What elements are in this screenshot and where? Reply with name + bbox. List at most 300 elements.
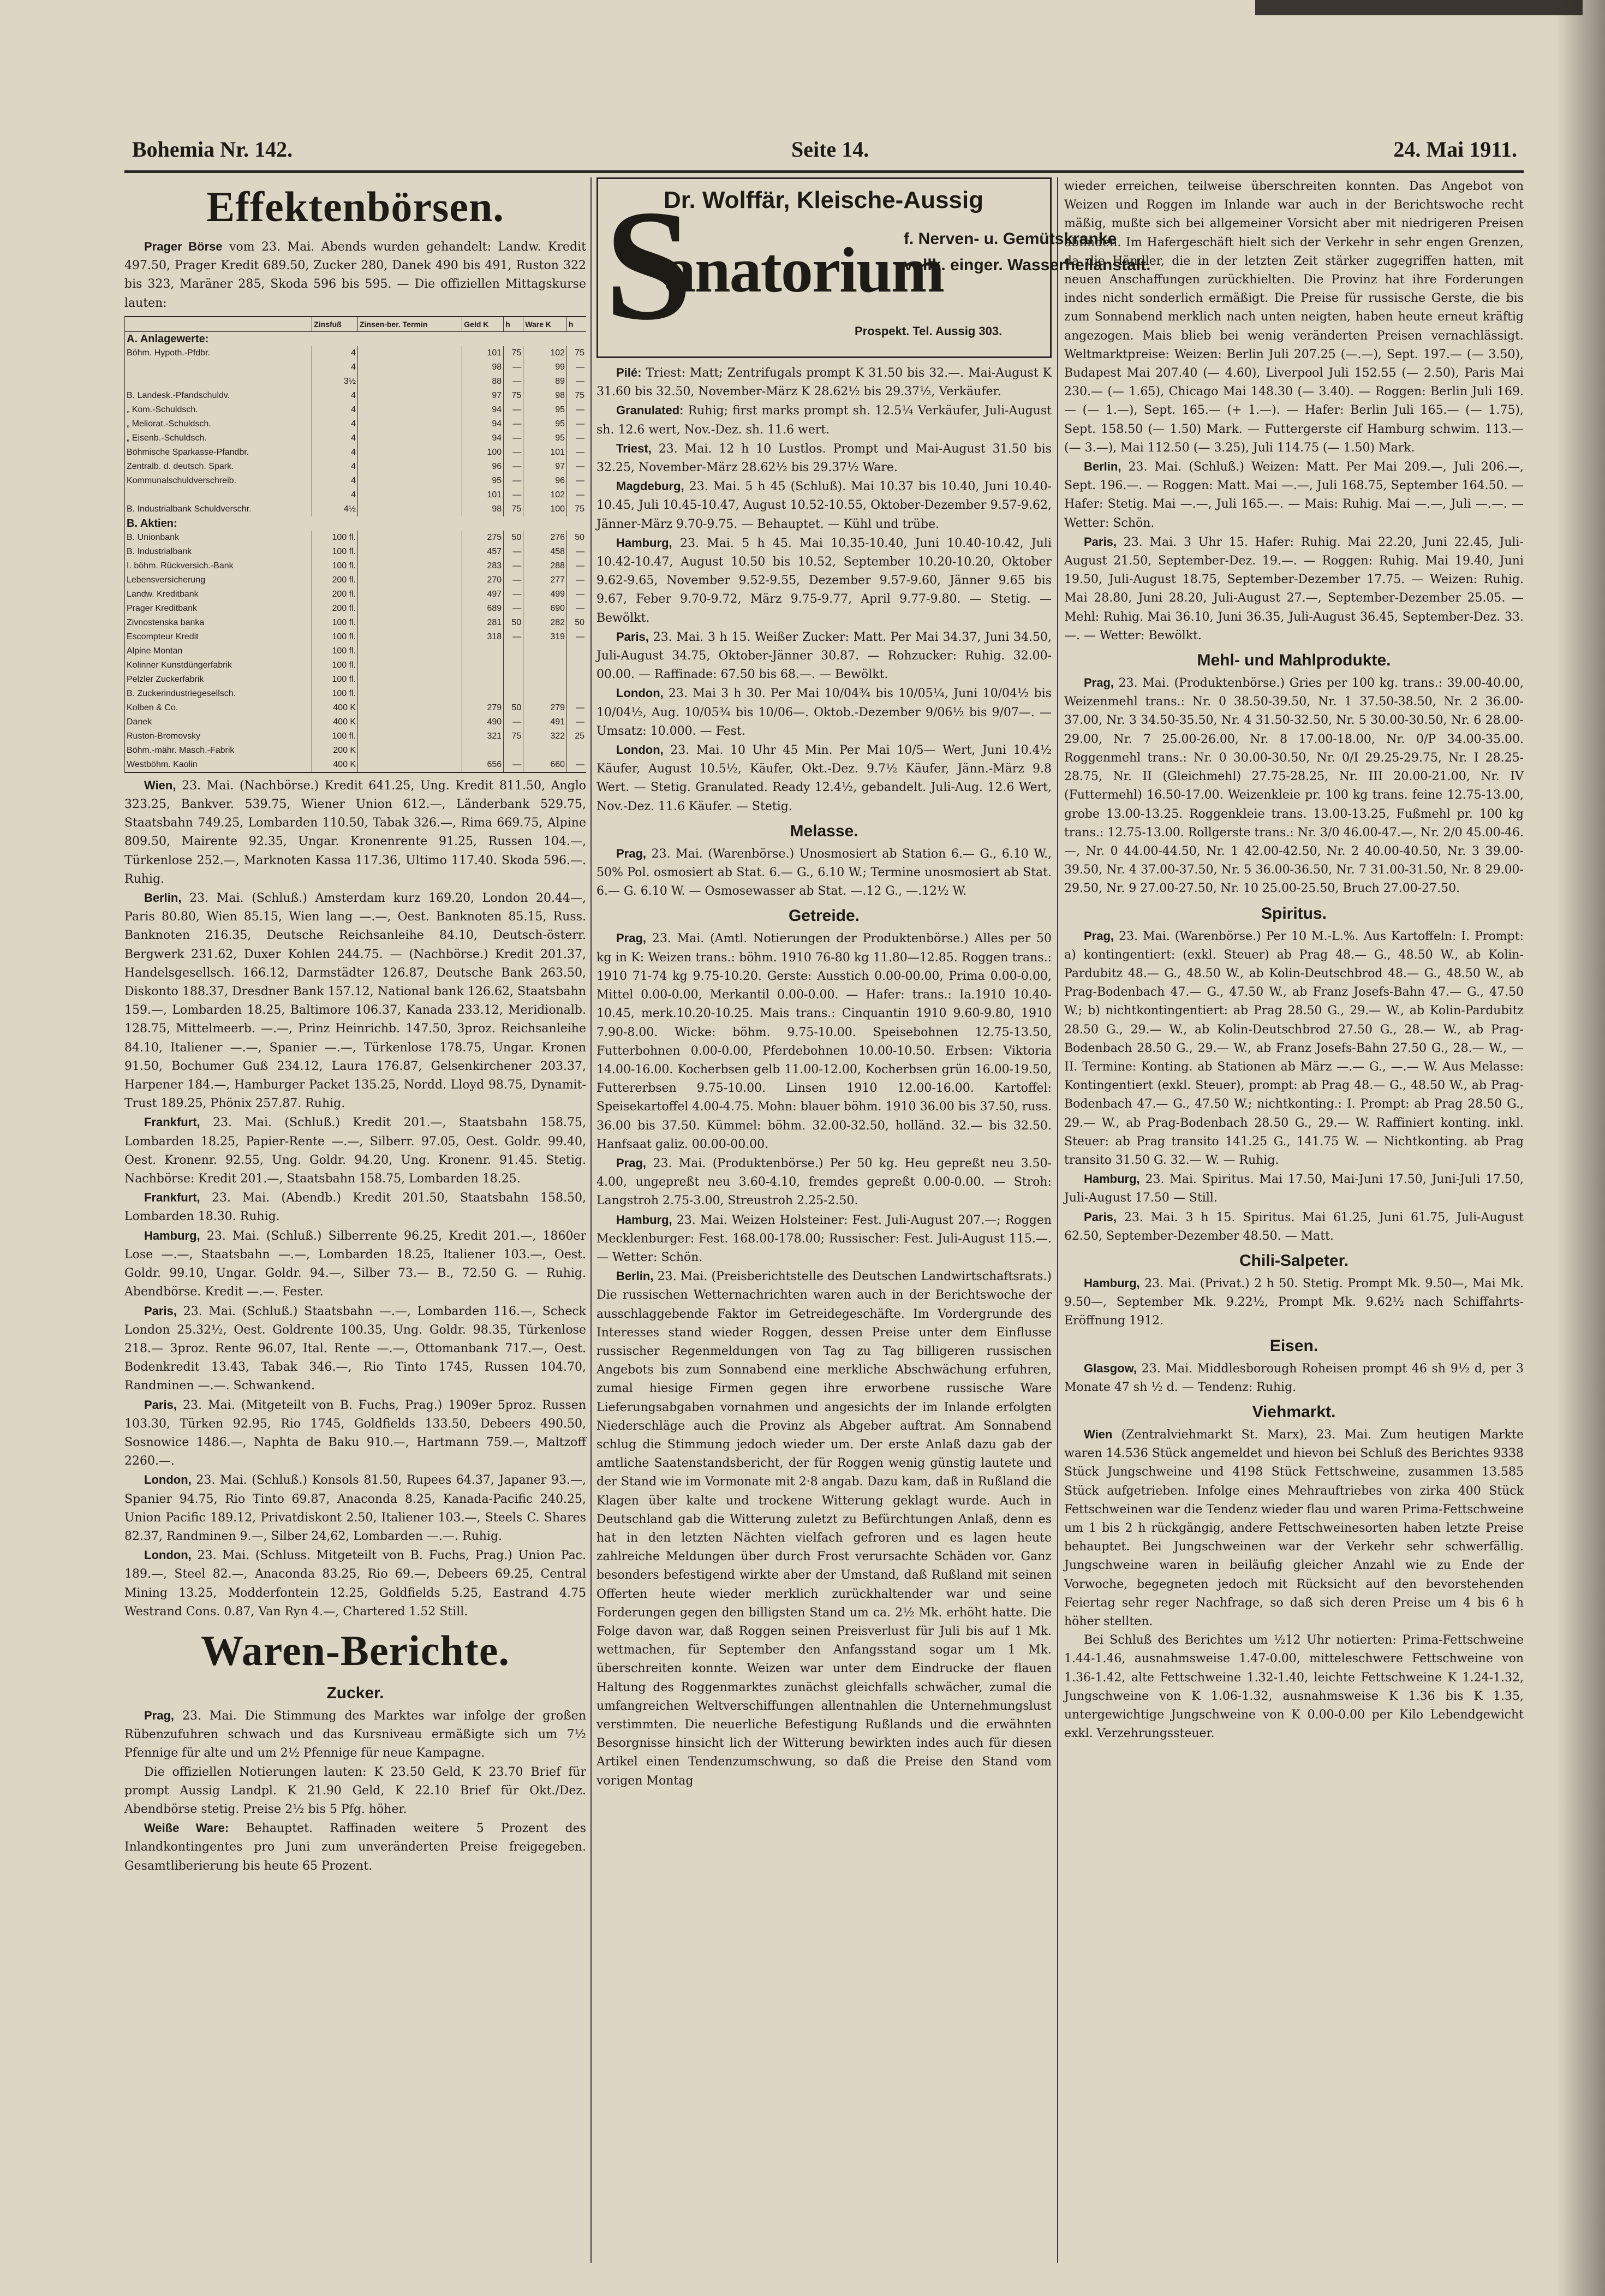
table-cell: 457 bbox=[462, 545, 504, 559]
table-cell: 102 bbox=[523, 346, 567, 360]
paragraph-lead: Berlin, bbox=[144, 891, 182, 905]
table-header-cell bbox=[125, 317, 312, 332]
table-cell: — bbox=[504, 445, 523, 460]
table-cell: 656 bbox=[462, 758, 504, 772]
paragraph-text: (Zentralviehmarkt St. Marx), 23. Mai. Zum heutigen Markte waren 14.536 Stück angemeldet und hievon bei Schluß des Berichtes 9338 Stück Jungschweine und 4198 Stück Fettschweine, zusammen 13.585 Stück aufgetrieben. Infolge eines Mehrauftriebes von zirka 400 Stück Fettschweinen war die Tendenz wieder flau und waren Prima-Fettschweine um 1 bis 2 h rückgängig, andere Fettschweinesorten haben letzte Preise behauptet. Bei Jungschweinen war der Verkehr sehr schwerfällig. Jungschweine waren in beiläufig gleicher Anzahl wie zu Ende der Vorwoche, begegneten jedoch mit Rücksicht auf den bevorstehenden Feiertag sehr reger Nachfrage, so daß sich deren Preise um 4 bis 6 h höher stellten. bbox=[1064, 1427, 1524, 1629]
paragraph-lead: Prag, bbox=[144, 1708, 175, 1722]
article-paragraph bbox=[596, 1154, 1052, 1211]
table-cell: 95 bbox=[523, 431, 567, 445]
article-paragraph bbox=[596, 929, 1052, 1153]
table-cell: 101 bbox=[462, 346, 504, 360]
article-paragraph bbox=[596, 534, 1052, 628]
paragraph-lead: Weiße Ware: bbox=[144, 1821, 229, 1835]
paragraph-lead: Granulated: bbox=[616, 403, 684, 418]
table-cell: — bbox=[504, 573, 523, 587]
table-cell: — bbox=[504, 488, 523, 502]
table-cell bbox=[358, 573, 462, 587]
table-cell: Escompteur Kredit bbox=[125, 630, 312, 644]
header-issue: Bohemia Nr. 142. bbox=[132, 137, 293, 162]
table-cell: 50 bbox=[567, 616, 586, 630]
table-cell: Prager Kreditbank bbox=[125, 602, 312, 616]
table-cell: Böhm.-mähr. Masch.-Fabrik bbox=[125, 743, 312, 758]
paragraph-lead: Prag, bbox=[616, 931, 647, 945]
table-cell bbox=[358, 417, 462, 431]
article-paragraph bbox=[596, 477, 1052, 534]
ad-main-word: anatorium bbox=[664, 234, 944, 306]
table-cell: B. Unionbank bbox=[125, 531, 312, 545]
table-cell: 660 bbox=[523, 758, 567, 772]
subheading-mehl: Mehl- und Mahlprodukte. bbox=[1197, 651, 1391, 670]
table-row bbox=[125, 587, 587, 602]
table-cell: — bbox=[567, 630, 586, 644]
table-cell bbox=[358, 701, 462, 715]
paragraph-text: 23. Mai. 3 Uhr 15. Hafer: Ruhig. Mai 22.20, Juni 22.45, Juli-August 21.50, September-Dez. 19.—. — Roggen: Ruhig. Mai 19.40, Juni 19.50, Juli-August 18.75, September-Dezember 17.75. — Weizen: Ruhig. Mai 28.80, Juni 28.20, Juli-August 27.—, September-Dezember 25.05. — Mehl: Ruhig. Mai 36.10, Juni 36.35, Juli-August 36.45, September-Dez. 33.—. — Wetter: Bewölkt. bbox=[1064, 535, 1524, 643]
table-cell: 75 bbox=[504, 389, 523, 403]
paragraph-lead: Berlin, bbox=[1084, 460, 1121, 474]
header-date: 24. Mai 1911. bbox=[1393, 137, 1517, 162]
article-paragraph bbox=[124, 1396, 586, 1471]
table-cell bbox=[125, 374, 312, 389]
table-cell: 95 bbox=[462, 474, 504, 488]
table-cell: Zivnostenska banka bbox=[125, 616, 312, 630]
paragraph-text: 23. Mai. (Schluß.) Weizen: Matt. Per Mai 209.—, Juli 206.—, Sept. 196.—. — Roggen: Matt. Mai —.—, Juli 168.75, September 164.50. — Hafer: Stetig. Mai —.—, Juli 165.—. — Mais: Ruhig. Mai —.—, Juli —.—. — Wetter: Schön. bbox=[1064, 460, 1524, 530]
table-cell: 4 bbox=[312, 360, 358, 374]
binding-shadow bbox=[1556, 0, 1605, 2296]
paragraph-lead: Hamburg, bbox=[1084, 1172, 1140, 1186]
ad-initial: S bbox=[605, 177, 693, 353]
table-cell: 283 bbox=[462, 559, 504, 573]
table-cell: 50 bbox=[504, 701, 523, 715]
table-cell: 50 bbox=[504, 616, 523, 630]
table-cell bbox=[504, 743, 523, 758]
table-cell bbox=[567, 658, 586, 673]
table-cell bbox=[358, 403, 462, 417]
article-paragraph bbox=[1064, 1359, 1524, 1397]
table-cell: — bbox=[567, 445, 586, 460]
table-row bbox=[125, 729, 587, 743]
table-cell: 100 bbox=[523, 502, 567, 516]
table-cell bbox=[358, 374, 462, 389]
article-paragraph bbox=[1064, 457, 1524, 533]
article-paragraph bbox=[596, 439, 1052, 477]
table-cell: Zentralb. d. deutsch. Spark. bbox=[125, 460, 312, 474]
table-row bbox=[125, 687, 587, 701]
article-paragraph bbox=[1064, 1425, 1524, 1631]
table-cell: 102 bbox=[523, 488, 567, 502]
price-table bbox=[124, 316, 586, 773]
paragraph-lead: London, bbox=[144, 1473, 192, 1487]
paragraph-lead: Paris, bbox=[1084, 534, 1117, 549]
table-row bbox=[125, 658, 587, 673]
table-row bbox=[125, 630, 587, 644]
article-paragraph bbox=[1064, 1274, 1524, 1331]
paragraph-lead: Paris, bbox=[616, 629, 649, 644]
paragraph-text: 23. Mai 3 h 30. Per Mai 10/04¾ bis 10/05¼, Juni 10/04½ bis 10/04½, Aug. 10/05¾ bis 10/06—. Oktob.-Dezember 9/06½ bis 9/07—. — Umsatz: 10.000. — Fest. bbox=[596, 687, 1052, 738]
table-cell: — bbox=[567, 360, 586, 374]
subheading-melasse: Melasse. bbox=[790, 822, 858, 840]
table-cell: 400 K bbox=[312, 701, 358, 715]
table-cell bbox=[358, 545, 462, 559]
table-cell: Kommunalschuldverschreib. bbox=[125, 474, 312, 488]
paragraph-text: Bei Schluß des Berichtes um ½12 Uhr notierten: Prima-Fettschweine 1.44-1.46, ausnahmsweise 1.47-0.00, mitteleschwere Fettschweine von 1.36-1.42, alte Fettschweine 1.32-1.40, leichte Fettschweine K 1.24-1.32, Jungschweine von K 1.06-1.32, ausnahmsweise K 1.36 bis K 1.35, untergewichtige Jungschweine von K 0.00-0.00 per Kilo Lebendgewicht exkl. Verzehrungssteuer. bbox=[1064, 1633, 1524, 1741]
table-cell: — bbox=[504, 559, 523, 573]
table-cell bbox=[358, 431, 462, 445]
paragraph-text: 23. Mai. Weizen Holsteiner: Fest. Juli-August 207.—; Roggen Mecklenburger: Fest. 168.00-178.00; Russischer: Fest. Juli-August 115.—. — Wetter: Schön. bbox=[596, 1213, 1052, 1264]
table-cell bbox=[358, 644, 462, 658]
paragraph-text: 23. Mai. (Schluß.) Konsols 81.50, Rupees 64.37, Japaner 93.—, Spanier 94.75, Rio Tinto 69.87, Anaconda 8.25, Kanada-Pacific 240.25, Union Pacific 189.12, Privatdiskont 2.50, Italiener 103.—, Steels C. Shares 82.37, Randminen 9.—, Silber 24,62, Lombarden —.—. Ruhig. bbox=[124, 1473, 587, 1543]
table-cell bbox=[567, 743, 586, 758]
table-cell: B. Industrialbank bbox=[125, 545, 312, 559]
table-cell: 100 fl. bbox=[312, 658, 358, 673]
paragraph-lead: Prag, bbox=[616, 846, 647, 860]
table-cell bbox=[358, 488, 462, 502]
table-cell: 50 bbox=[567, 531, 586, 545]
subheading-eisen: Eisen. bbox=[1269, 1336, 1318, 1355]
table-row bbox=[125, 445, 587, 460]
paragraph-text: 23. Mai. (Amtl. Notierungen der Produktenbörse.) Alles per 50 kg in K: Weizen trans.: böhm. 1910 76-80 kg 11.80—12.85. Roggen trans.: 1910 71-74 kg 9.75-10.20. Gerste: Ausstich 0.00-00.00, Prima 0.00-0.00, Mittel 0.00-0.00, Merkantil 0.00-0.00. — Hafer: trans.: Ia.1910 10.40-10.45, merk.10.20-10.25. Mais trans.: Cinquantin 1910 9.60-9.80, 1910 7.90-8.00. Wicke: böhm. 9.75-10.00. Speisebohnen 12.75-13.50, Futterbohnen 0.00-0.00, Pferdebohnen 10.00-10.50. Erbsen: Viktoria 14.00-16.00. Kocherbsen gelb 11.00-12.00, Kocherbsen grün 16.00-19.50, Futtererbsen 9.75-10.00. Linsen 1910 12.00-16.00. Kartoffel: Speisekartoffel 4.00-4.75. Mohn: blauer böhm. 1910 36.00 bis 37.50, russ. 36.00 bis 37.50. Kümmel: böhm. 32.00-32.50, holländ. 32.— bis 32.50. Hanfsaat galiz. 00.00-00.00. bbox=[596, 932, 1052, 1151]
paragraph-text: 23. Mai. 3 h 15. Weißer Zucker: Matt. Per Mai 34.37, Juni 34.50, Juli-August 34.75, Oktober-Jänner 30.87. — Rohzucker: Ruhig. 32.00-00.00. — Raffinade: 67.50 bis 68.—. — Bewölkt. bbox=[596, 630, 1052, 682]
paragraph-text: 23. Mai. 10 Uhr 45 Min. Per Mai 10/5— Wert, Juni 10.4½ Käufer, August 10.5½, Käufer, Okt.-Dez. 9.7½ Käufer, Jänn.-März 9.8 Wert. — Stetig. Granulated. Ready 12.4½, gebandelt. Juli-Aug. 12.6 Wert, Nov.-Dez. 11.6 Käufer. — Stetig. bbox=[596, 743, 1052, 813]
column-divider bbox=[1057, 177, 1058, 2263]
table-header-cell: h bbox=[567, 317, 586, 332]
table-row bbox=[125, 403, 587, 417]
table-cell: 97 bbox=[462, 389, 504, 403]
section-heading-waren: Waren-Berichte. bbox=[201, 1626, 510, 1674]
article-paragraph bbox=[596, 741, 1052, 816]
table-cell: B. Industrialbank Schuldverschr. bbox=[125, 502, 312, 516]
paragraph-text: Die offiziellen Notierungen lauten: K 23.50 Geld, K 23.70 Brief für prompt Aussig Landpl. K 21.90 Geld, K 22.10 Brief für Okt./Dez. Abendbörse stetig. Preise 2½ bis 5 Pfg. höher. bbox=[124, 1765, 586, 1816]
article-paragraph bbox=[124, 1188, 586, 1226]
paragraph-lead: Hamburg, bbox=[144, 1228, 200, 1242]
table-cell: — bbox=[504, 374, 523, 389]
table-cell: 322 bbox=[523, 729, 567, 743]
subheading-spiritus: Spiritus. bbox=[1261, 904, 1327, 923]
paragraph-text: 23. Mai. (Produktenbörse.) Per 50 kg. Heu gepreßt neu 3.50-4.00, ungepreßt neu 3.60-4.10, fremdes gepreßt 0.00-0.00. — Stroh: Langstroh 2.75-3.00, Streustroh 2.25-2.50. bbox=[596, 1156, 1052, 1208]
table-cell: 100 fl. bbox=[312, 644, 358, 658]
article-paragraph bbox=[124, 776, 586, 889]
table-cell: 200 fl. bbox=[312, 602, 358, 616]
table-cell bbox=[523, 658, 567, 673]
paragraph-lead: Paris, bbox=[1084, 1210, 1117, 1224]
table-row bbox=[125, 502, 587, 516]
table-cell bbox=[504, 658, 523, 673]
paragraph-text: 23. Mai. (Nachbörse.) Kredit 641.25, Ung. Kredit 811.50, Anglo 323.25, Bankver. 539.75, Wiener Union 612.—, Länderbank 529.75, Staatsbahn 749.25, Lombarden 110.50, Tabak 326.—, Rima 669.75, Alpine 809.50, Mairente 92.35, Ungar. Kronenrente 91.25, Russen 104.—, Türkenlose 252.—, Marknoten Kassa 117.36, Ultimo 117.40. Skoda 596.—. Ruhig. bbox=[124, 778, 586, 886]
paragraph-text: 23. Mai. (Abendb.) Kredit 201.50, Staatsbahn 158.50, Lombarden 18.30. Ruhig. bbox=[124, 1191, 586, 1224]
table-row bbox=[125, 758, 587, 772]
table-cell: 689 bbox=[462, 602, 504, 616]
article-paragraph bbox=[1064, 927, 1524, 1170]
article-paragraph bbox=[1064, 674, 1524, 898]
table-cell: 319 bbox=[523, 630, 567, 644]
table-cell: 50 bbox=[504, 531, 523, 545]
table-cell bbox=[523, 644, 567, 658]
table-row bbox=[125, 531, 587, 545]
table-cell: 400 K bbox=[312, 758, 358, 772]
paragraph-lead: Frankfurt, bbox=[144, 1191, 200, 1205]
table-cell: 89 bbox=[523, 374, 567, 389]
table-cell bbox=[358, 758, 462, 772]
table-cell bbox=[358, 460, 462, 474]
paragraph-text: 23. Mai. 12 h 10 Lustlos. Prompt und Mai-August 31.50 bis 32.25, November-März 28.62½ bis 29.37½ Ware. bbox=[596, 442, 1052, 475]
table-cell bbox=[125, 488, 312, 502]
table-cell: — bbox=[567, 488, 586, 502]
table-header-cell: Geld K bbox=[462, 317, 504, 332]
table-cell: 100 fl. bbox=[312, 687, 358, 701]
paragraph-lead: London, bbox=[616, 743, 664, 757]
table-cell: — bbox=[567, 587, 586, 602]
table-row bbox=[125, 559, 587, 573]
paragraph-text: 23. Mai. 5 h 45. Mai 10.35-10.40, Juni 10.40-10.42, Juli 10.42-10.47, August 10.50 bis 10.52, September 10.20-10.20, Oktober 9.62-9.65, November 9.52-9.55, Dezember 9.57-9.60, Jänner 9.65 bis 9.67, Feber 9.70-9.72, März 9.75-9.77, April 9.77-9.80. — Stetig. — Bewölkt. bbox=[596, 536, 1052, 625]
table-cell: 282 bbox=[523, 616, 567, 630]
paragraph-lead: Prag, bbox=[1084, 676, 1114, 690]
table-cell: — bbox=[504, 758, 523, 772]
article-paragraph bbox=[124, 889, 586, 1113]
table-cell: — bbox=[504, 474, 523, 488]
article-paragraph bbox=[124, 237, 586, 313]
table-cell: 4½ bbox=[312, 502, 358, 516]
table-cell: — bbox=[504, 431, 523, 445]
table-row bbox=[125, 360, 587, 374]
table-cell: 100 fl. bbox=[312, 630, 358, 644]
paragraph-lead: Paris, bbox=[144, 1397, 177, 1412]
article-paragraph bbox=[124, 1471, 586, 1546]
table-cell: — bbox=[504, 360, 523, 374]
article-paragraph bbox=[124, 1227, 586, 1302]
table-cell bbox=[358, 658, 462, 673]
table-header-cell: Ware K bbox=[523, 317, 567, 332]
table-cell: — bbox=[567, 431, 586, 445]
table-row bbox=[125, 602, 587, 616]
table-cell: 4 bbox=[312, 431, 358, 445]
table-cell: 458 bbox=[523, 545, 567, 559]
paragraph-lead: Hamburg, bbox=[616, 1212, 672, 1227]
paragraph-lead: Hamburg, bbox=[1084, 1276, 1140, 1290]
table-cell: 279 bbox=[462, 701, 504, 715]
table-cell: — bbox=[504, 545, 523, 559]
table-cell: 75 bbox=[567, 502, 586, 516]
paragraph-lead: Magdeburg, bbox=[616, 479, 684, 493]
table-cell: — bbox=[567, 417, 586, 431]
page-header bbox=[126, 136, 1523, 169]
table-cell: 95 bbox=[523, 417, 567, 431]
paragraph-text: Behauptet. Raffinaden weitere 5 Prozent des Inlandkontingentes pro Juni zum unveränderten Preise freigegeben. Gesamtliberierung bis heute 65 Prozent. bbox=[124, 1822, 586, 1873]
table-cell: I. böhm. Rückversich.-Bank bbox=[125, 559, 312, 573]
table-cell: 4 bbox=[312, 474, 358, 488]
table-cell: — bbox=[504, 460, 523, 474]
paragraph-lead: London, bbox=[144, 1548, 192, 1562]
table-cell: „ Eisenb.-Schuldsch. bbox=[125, 431, 312, 445]
table-group-label: B. Aktien: bbox=[125, 516, 587, 531]
table-cell: 499 bbox=[523, 587, 567, 602]
article-paragraph bbox=[596, 364, 1052, 401]
table-row bbox=[125, 701, 587, 715]
article-paragraph bbox=[1064, 1170, 1524, 1208]
table-cell: 321 bbox=[462, 729, 504, 743]
table-cell: 98 bbox=[462, 502, 504, 516]
table-cell: 200 K bbox=[312, 743, 358, 758]
table-cell: 275 bbox=[462, 531, 504, 545]
table-cell bbox=[358, 673, 462, 687]
table-cell bbox=[358, 616, 462, 630]
table-cell: Landw. Kreditbank bbox=[125, 587, 312, 602]
table-cell: Pelzler Zuckerfabrik bbox=[125, 673, 312, 687]
table-cell: 75 bbox=[504, 346, 523, 360]
paragraph-text: 23. Mai. Spiritus. Mai 17.50, Mai-Juni 17.50, Juni-Juli 17.50, Juli-August 17.50 — Still. bbox=[1064, 1173, 1524, 1205]
article-paragraph bbox=[596, 1267, 1052, 1791]
table-cell: 75 bbox=[504, 502, 523, 516]
table-cell: — bbox=[504, 403, 523, 417]
table-cell bbox=[523, 743, 567, 758]
paragraph-text: Triest: Matt; Zentrifugals prompt K 31.50 bis 32.—. Mai-August K 31.60 bis 32.50, November-März K 28.62½ bis 29.37½, Verkäufer. bbox=[596, 366, 1052, 399]
table-cell: Westböhm. Kaolin bbox=[125, 758, 312, 772]
table-cell: 281 bbox=[462, 616, 504, 630]
table-cell: — bbox=[567, 758, 586, 772]
table-row bbox=[125, 715, 587, 729]
table-cell: 88 bbox=[462, 374, 504, 389]
table-cell: 497 bbox=[462, 587, 504, 602]
paragraph-lead: Prag, bbox=[1084, 929, 1114, 943]
header-page: Seite 14. bbox=[791, 137, 869, 162]
header-rule bbox=[124, 170, 1524, 173]
table-cell: 101 bbox=[523, 445, 567, 460]
table-cell: 94 bbox=[462, 431, 504, 445]
table-cell bbox=[462, 687, 504, 701]
table-cell: 318 bbox=[462, 630, 504, 644]
ad-right-line: vollk. einger. Wasserheilanstalt. bbox=[904, 256, 1151, 274]
article-paragraph bbox=[124, 1302, 586, 1396]
article-paragraph bbox=[596, 684, 1052, 741]
paragraph-lead: London, bbox=[616, 686, 664, 700]
paragraph-lead: Berlin, bbox=[616, 1269, 654, 1283]
table-cell: Lebensversicherung bbox=[125, 573, 312, 587]
table-cell: 200 fl. bbox=[312, 573, 358, 587]
table-cell bbox=[567, 687, 586, 701]
sanatorium-advertisement bbox=[596, 177, 1151, 358]
article-paragraph: wieder erreichen, teilweise überschreiten konnten. Das Angebot von Weizen und Roggen im Inlande war auch in der Berichtswoche recht mäßig, mußte sich bei allgemeiner Vorsicht aber mit niedrigeren Preisen abfinden. Im Hafergeschäft hielt sich der Verkehr in sehr engen Grenzen, da die Händler, die in der letzten Zeit stärker zugegriffen hatten, mit neuen Anschaffungen zurückhielten. Die Provinz hat ihre Forderungen indes nicht sonderlich ermäßigt. Die Preise für russische Gerste, die bis zum Sonnabend merklich nach unten neigten, haben heute erneut kräftig angezogen. Mais blieb bei wenig veränderten Preisen vernachlässigt. Weltmarktpreise: Weizen: Berlin Juli 207.25 (—.—), Sept. 197.— (— 3.50), Budapest Mai 207.40 (— 4.60), Liverpool Juli 152.55 (— 2.50), Paris Mai 230.— (— 1.65), Chicago Mai 148.30 (— 3.40). — Roggen: Berlin Juli 169.— (— 1.—), Sept. 165.— (+ 1.—). — Hafer: Berlin Juli 165.— (— 1.75), Sept. 158.50 (— 1.50) Mark. — Futtergerste cif Hamburg schwim. 113.— (— 3.—), Mai 112.50 (— 3.25), Juli 114.75 (— 1.50) Mark. bbox=[1064, 180, 1524, 455]
table-cell bbox=[125, 360, 312, 374]
page-corner-shadow bbox=[1255, 0, 1583, 15]
paragraph-text: Ruhig; first marks prompt sh. 12.5¼ Verkäufer, Juli-August sh. 12.6 wert, Nov.-Dez. sh. 11.6 wert. bbox=[596, 404, 1052, 437]
table-cell: 288 bbox=[523, 559, 567, 573]
table-cell: 4 bbox=[312, 403, 358, 417]
paragraph-lead: Wien bbox=[1084, 1427, 1113, 1441]
paragraph-lead: Frankfurt, bbox=[144, 1115, 200, 1129]
article-paragraph bbox=[124, 1546, 586, 1621]
table-row bbox=[125, 644, 587, 658]
paragraph-lead: Prager Börse bbox=[144, 240, 223, 253]
table-cell: 3½ bbox=[312, 374, 358, 389]
table-cell: 75 bbox=[567, 389, 586, 403]
paragraph-text: 23. Mai. (Schluß.) Kredit 201.—, Staatsbahn 158.75, Lombarden 18.25, Papier-Rente —.—, Silberr. 97.05, Oest. Goldr. 99.40, Oest. Kronenr. 92.55, Ung. Goldr. 94.20, Ung. Kronenr. 91.45. Stetig. Nachbörse: Kredit 201.—, Staatsbahn 158.75, Lombarden 18.25. bbox=[124, 1116, 586, 1186]
paragraph-text: 23. Mai. (Schluß.) Staatsbahn —.—, Lombarden 116.—, Scheck London 25.32½, Oest. Goldrente 100.35, Ung. Goldr. 98.35, Türkenlose 218.— 3proz. Rente 96.07, Ital. Rente —.—, Ottomanbank 717.—, Oest. Bodenkredit 13.43, Tabak 346.—, Rio Tinto 1745, Russen 104.70, Randminen —.—. Schwankend. bbox=[124, 1304, 586, 1393]
table-cell: Kolben & Co. bbox=[125, 701, 312, 715]
table-group-row bbox=[125, 516, 587, 531]
table-cell: 94 bbox=[462, 417, 504, 431]
paragraph-text: 23. Mai. (Schluss. Mitgeteilt von B. Fuchs, Prag.) Union Pac. 189.—, Steel 82.—, Anaconda 83.25, Rio 69.—, Debeers 69.25, Central Mining 13.25, Modderfontein 12.25, Goldfields 5.25, Eastrand 4.75 Westrand Cons. 0.87, Van Ryn 4.—, Chartered 1.52 Still. bbox=[124, 1549, 586, 1619]
table-cell: — bbox=[567, 403, 586, 417]
paragraph-lead: Prag, bbox=[616, 1156, 647, 1170]
table-cell: 277 bbox=[523, 573, 567, 587]
table-cell bbox=[358, 602, 462, 616]
paragraph-lead: Hamburg, bbox=[616, 536, 672, 550]
column-3 bbox=[1064, 177, 1524, 2263]
table-row bbox=[125, 460, 587, 474]
paragraph-text: 23. Mai. (Warenbörse.) Per 10 M.-L.%. Aus Kartoffeln: I. Prompt: a) kontingentiert: (exkl. Steuer) ab Prag 48.— G., 48.50 W., ab Kolin-Pardubitz 48.— G., 48.50 W., ab Kolin-Deutschbrod 48.— G., 48.50 W., ab Prag-Bodenbach 47.— G., 47.50 W., ab Franz Josefs-Bahn 47.— G., 47.50 W.; b) nichtkontingentiert: ab Prag 28.50 G., 29.— W., ab Kolin-Pardubitz 28.50 G., 29.— W., ab Kolin-Deutschbrod 27.50 G., 28.— W., ab Prag-Bodenbach 28.50 G., 29.— W., ab Franz Josefs-Bahn 27.50 G., 28.— W., — II. Termine: Konting. ab Stationen ab März —.— G., —.— W. Aus Melasse: Kontingentiert (exkl. Steuer), prompt: ab Prag 48.— G., 48.50 W., ab Prag-Bodenbach 47.— G., 47.50 W.; nichtkonting.: I. Prompt: ab Prag 28.50 G., 29.— W., ab Prag-Bodenbach 28.50 G., 29.— W. Raffiniert konting. inkl. Steuer: ab Prag transito 141.25 G., 141.75 W. — Nichtkonting. ab Prag transito 31.50 G. 32.— W. — Ruhig. bbox=[1064, 929, 1524, 1167]
table-cell: 4 bbox=[312, 460, 358, 474]
table-row bbox=[125, 417, 587, 431]
table-row bbox=[125, 431, 587, 445]
ad-bottom-line: Prospekt. Tel. Aussig 303. bbox=[855, 324, 1003, 338]
ad-right-line: f. Nerven- u. Gemütskranke bbox=[904, 230, 1117, 248]
table-cell: 279 bbox=[523, 701, 567, 715]
article-paragraph bbox=[124, 1113, 586, 1188]
table-cell: Alpine Montan bbox=[125, 644, 312, 658]
table-row bbox=[125, 545, 587, 559]
column-divider bbox=[590, 177, 592, 2263]
paragraph-text: 23. Mai. Die Stimmung des Marktes war infolge der großen Rübenzufuhren schwach und das Kursniveau ermäßigte sich um 7½ Pfennige für alte und um 2½ Pfennige für neue Kampagne. bbox=[124, 1709, 586, 1760]
table-header-cell: Zinsen-ber. Termin bbox=[358, 317, 462, 332]
paragraph-lead: Pilé: bbox=[616, 366, 642, 379]
table-row bbox=[125, 389, 587, 403]
table-group-row bbox=[125, 331, 587, 346]
table-cell bbox=[358, 502, 462, 516]
paragraph-text: vom 23. Mai. Abends wurden gehandelt: Landw. Kredit 497.50, Prager Kredit 689.50, Zucker 280, Danek 490 bis 491, Ruston 322 bis 323, Maräner 285, Skoda 596 bis 595. — Die offiziellen Mittagskurse lauten: bbox=[124, 240, 586, 310]
table-cell bbox=[358, 630, 462, 644]
table-cell bbox=[462, 658, 504, 673]
table-row bbox=[125, 474, 587, 488]
paragraph-text: 23. Mai. Middlesborough Roheisen prompt 46 sh 9½ d, per 3 Monate 47 sh ½ d. — Tendenz: Ruhig. bbox=[1064, 1361, 1524, 1394]
table-cell: 99 bbox=[523, 360, 567, 374]
table-cell bbox=[358, 715, 462, 729]
table-cell: 101 bbox=[462, 488, 504, 502]
table-cell: 100 fl. bbox=[312, 729, 358, 743]
table-cell: — bbox=[504, 630, 523, 644]
table-cell: — bbox=[567, 602, 586, 616]
table-cell: 4 bbox=[312, 488, 358, 502]
table-row bbox=[125, 346, 587, 360]
table-cell: 400 K bbox=[312, 715, 358, 729]
table-cell: 100 fl. bbox=[312, 559, 358, 573]
article-paragraph bbox=[596, 1211, 1052, 1268]
table-cell: — bbox=[567, 715, 586, 729]
table-cell bbox=[358, 474, 462, 488]
table-cell bbox=[504, 673, 523, 687]
paragraph-lead: Paris, bbox=[144, 1304, 177, 1318]
table-cell: Danek bbox=[125, 715, 312, 729]
table-cell bbox=[358, 389, 462, 403]
table-cell: 4 bbox=[312, 389, 358, 403]
table-header-cell: Zinsfuß bbox=[312, 317, 358, 332]
table-cell: 98 bbox=[523, 389, 567, 403]
table-row bbox=[125, 616, 587, 630]
article-paragraph bbox=[1064, 1208, 1524, 1246]
subheading-vieh: Viehmarkt. bbox=[1252, 1402, 1336, 1421]
paragraph-lead: Wien, bbox=[144, 778, 176, 792]
table-cell: 690 bbox=[523, 602, 567, 616]
table-row bbox=[125, 573, 587, 587]
table-cell bbox=[358, 587, 462, 602]
subheading-getreide: Getreide. bbox=[788, 907, 860, 925]
table-cell bbox=[358, 729, 462, 743]
table-cell: 75 bbox=[567, 346, 586, 360]
table-cell: 200 fl. bbox=[312, 587, 358, 602]
article-paragraph bbox=[596, 844, 1052, 901]
table-cell: 276 bbox=[523, 531, 567, 545]
table-cell: 25 bbox=[567, 729, 586, 743]
table-cell: 4 bbox=[312, 417, 358, 431]
table-cell bbox=[358, 743, 462, 758]
table-cell: 490 bbox=[462, 715, 504, 729]
